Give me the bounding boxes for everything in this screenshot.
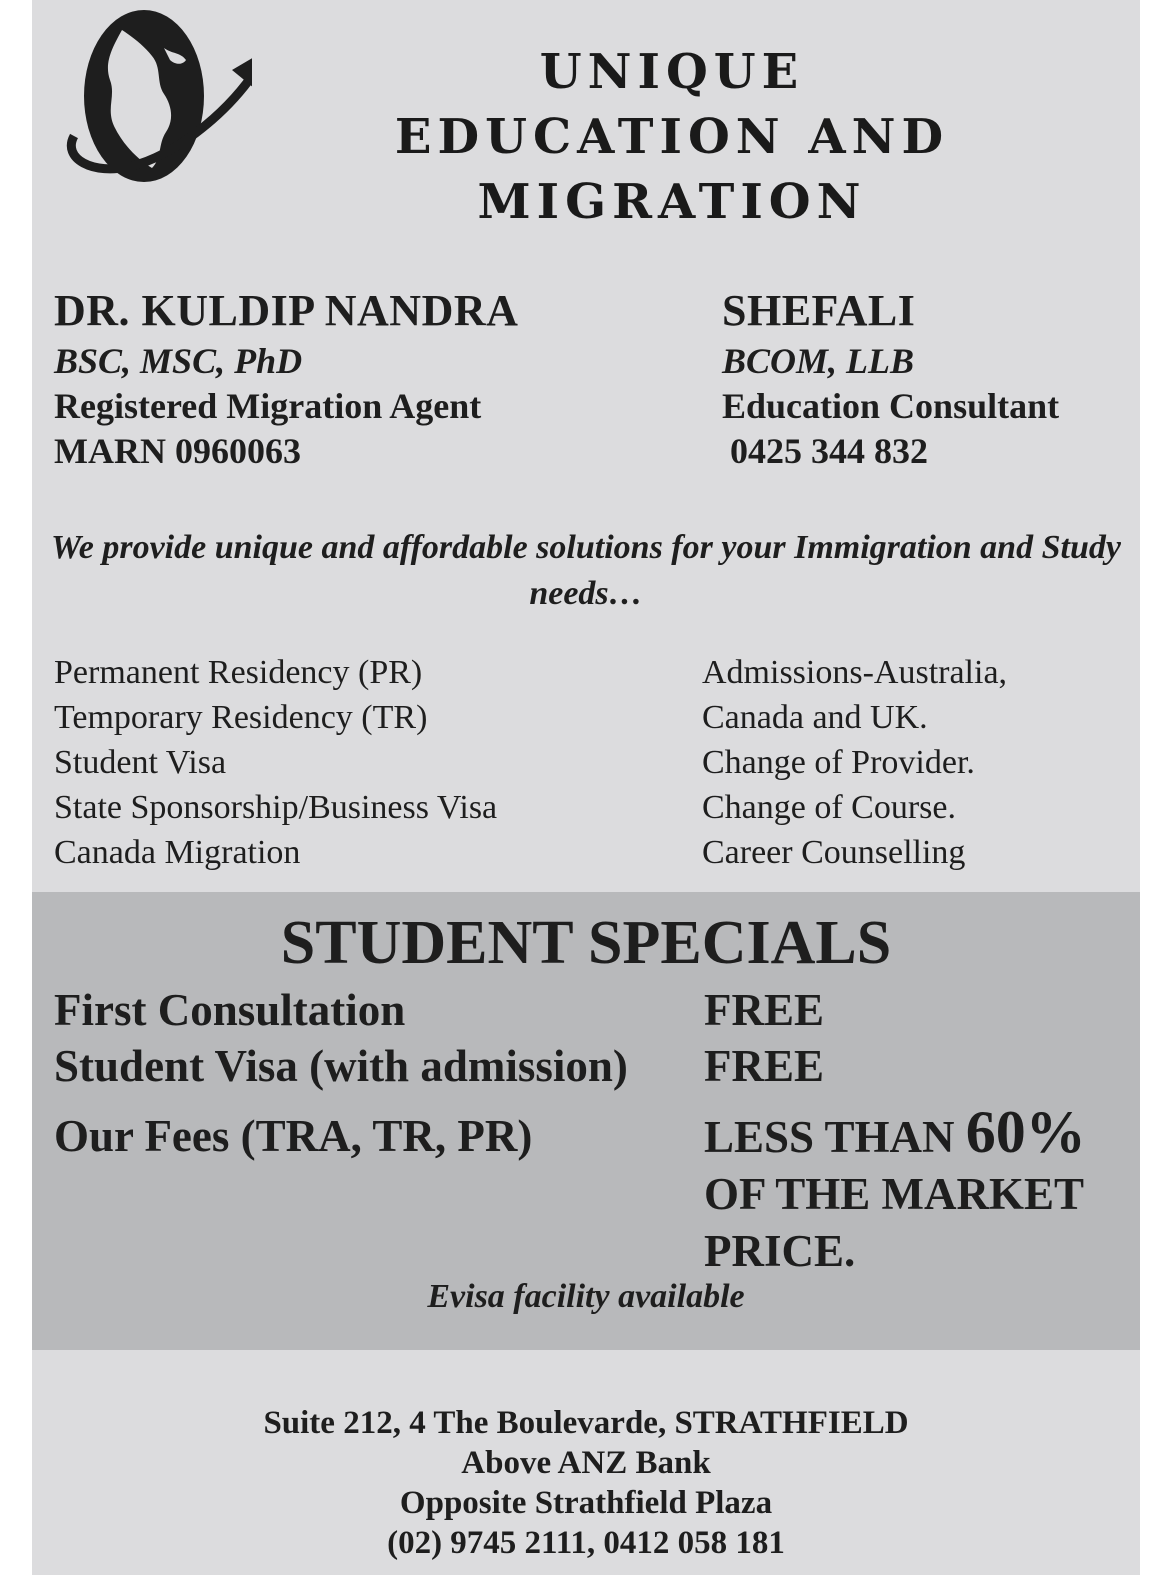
service-item: Canada and UK. xyxy=(702,699,928,736)
agent-details xyxy=(54,283,518,474)
fees-value-line1 xyxy=(704,1099,1086,1166)
consultant-role: Education Consultant xyxy=(722,386,1060,426)
offer-value-consultation: FREE xyxy=(704,985,825,1035)
company-name-line1: UNIQUE xyxy=(539,44,805,100)
offer-label-student-visa: Student Visa (with admission) xyxy=(54,1041,628,1091)
address-line1: Suite 212, 4 The Boulevarde, STRATHFIELD xyxy=(263,1405,909,1441)
company-name xyxy=(282,40,1062,235)
service-item: Permanent Residency (PR) xyxy=(54,654,423,691)
service-item: Career Counselling xyxy=(702,834,966,871)
student-specials-section xyxy=(32,892,1140,1350)
service-item: Canada Migration xyxy=(54,834,301,871)
fees-value-line2: OF THE MARKET xyxy=(704,1169,1085,1219)
services-list-left xyxy=(54,650,497,875)
address-line2: Above ANZ Bank xyxy=(461,1445,711,1481)
consultant-details xyxy=(722,283,1059,474)
agent-name: DR. KULDIP NANDRA xyxy=(54,286,519,335)
services-list-right xyxy=(702,650,1007,875)
company-name-line3: MIGRATION xyxy=(477,174,867,230)
agent-role: Registered Migration Agent xyxy=(54,386,482,426)
service-item: Temporary Residency (TR) xyxy=(54,699,428,736)
globe-arrow-icon xyxy=(52,8,252,193)
fees-value-line3: PRICE. xyxy=(704,1226,856,1276)
service-item: Change of Provider. xyxy=(702,744,975,781)
agent-degrees: BSC, MSC, PhD xyxy=(54,341,303,381)
address-block xyxy=(32,1403,1140,1563)
company-name-line2: EDUCATION AND xyxy=(394,109,950,165)
consultant-name: SHEFALI xyxy=(722,286,916,335)
consultant-degrees: BCOM, LLB xyxy=(722,341,915,381)
fees-value xyxy=(704,1099,1086,1280)
service-item: State Sponsorship/Business Visa xyxy=(54,789,498,826)
fees-percent: 60% xyxy=(965,1099,1086,1165)
service-item: Admissions-Australia, xyxy=(702,654,1008,691)
service-item: Student Visa xyxy=(54,744,227,781)
service-item: Change of Course. xyxy=(702,789,957,826)
specials-title: STUDENT SPECIALS xyxy=(280,909,892,977)
evisa-note: Evisa facility available xyxy=(427,1278,745,1315)
offer-value-student-visa: FREE xyxy=(704,1041,825,1091)
contact-phones: (02) 9745 2111, 0412 058 181 xyxy=(387,1525,785,1561)
fees-prefix: LESS THAN xyxy=(704,1112,955,1162)
fees-label: Our Fees (TRA, TR, PR) xyxy=(54,1111,533,1161)
offer-label-consultation: First Consultation xyxy=(54,985,406,1035)
address-line3: Opposite Strathfield Plaza xyxy=(399,1485,773,1521)
consultant-phone: 0425 344 832 xyxy=(730,431,928,471)
tagline: We provide unique and affordable solutions for your Immigration and Study needs… xyxy=(51,529,1121,612)
advertisement xyxy=(32,0,1140,1575)
agent-marn: MARN 0960063 xyxy=(54,431,301,471)
